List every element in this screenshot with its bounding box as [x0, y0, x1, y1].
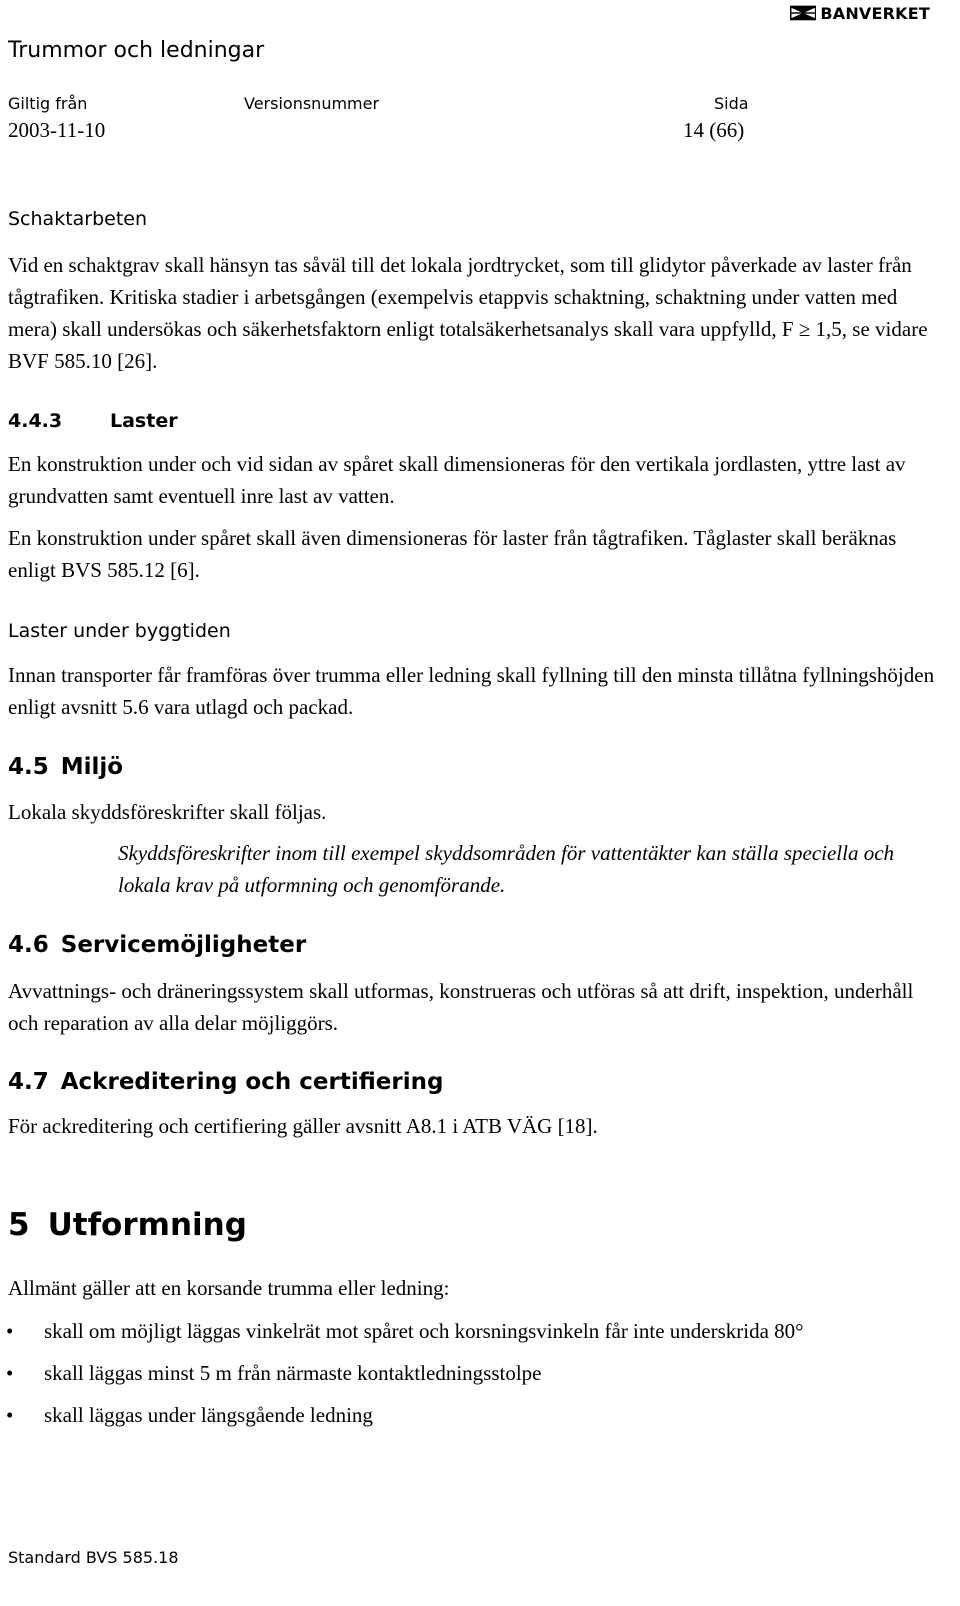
miljo-note: Skyddsföreskrifter inom till exempel skyddsområden för vattentäkter kan ställa speciella och lokala krav på utformning och genomförande. — [118, 841, 895, 897]
section-heading-4-5 — [8, 754, 123, 780]
byggtid-paragraph: Innan transporter får framföras över trumma eller ledning skall fyllning till den minsta tillåtna fyllningshöjden enligt avsnitt 5.6 vara utlagd och packad. — [8, 663, 935, 719]
section-number: 4.5 — [8, 754, 49, 780]
requirements-list — [8, 1316, 908, 1442]
section-heading-4-7 — [8, 1069, 443, 1095]
section-number: 4.4.3 — [8, 410, 63, 432]
logo-text: BANVERKET — [820, 3, 930, 23]
page-number: 14 (66) — [683, 118, 745, 142]
version-label: Versionsnummer — [244, 94, 380, 113]
section-title: Servicemöjligheter — [60, 932, 307, 958]
chapter-number: 5 — [8, 1207, 30, 1243]
section-number: 4.7 — [8, 1069, 49, 1095]
list-item: • skall läggas under längsgående ledning — [8, 1400, 908, 1431]
ackred-paragraph: För ackreditering och certifiering gäller avsnitt A8.1 i ATB VÄG [18]. — [8, 1114, 598, 1138]
schakt-paragraph: Vid en schaktgrav skall hänsyn tas såväl till det lokala jordtrycket, som till glidytor påverkade av laster från tågtrafiken. Kritiska stadier i arbetsgången (exempelvis etappvis schaktning, schaktning under vatten med mera) skall undersökas och säkerhetsfaktorn enligt totalsäkerhetsanalys skall vara uppfylld, F ≥ 1,5, se vidare BVF 585.10 [26]. — [8, 253, 928, 373]
section-title: Laster — [110, 410, 178, 432]
document-title: Trummor och ledningar — [8, 38, 265, 63]
section-number: 4.6 — [8, 932, 49, 958]
section-title: Miljö — [60, 754, 124, 780]
valid-from-label: Giltig från — [8, 94, 88, 113]
valid-from-value: 2003-11-10 — [8, 118, 106, 142]
chapter-title: Utformning — [47, 1207, 247, 1243]
miljo-paragraph: Lokala skyddsföreskrifter skall följas. — [8, 800, 327, 824]
laster-paragraph-1: En konstruktion under och vid sidan av spåret skall dimensioneras för den vertikala jordlasten, yttre last av grundvatten samt eventuell inre last av vatten. — [8, 452, 906, 508]
list-item: • skall om möjligt läggas vinkelrät mot spåret och korsningsvinkeln får inte underskrida 80° — [8, 1316, 908, 1347]
utformning-intro: Allmänt gäller att en korsande trumma eller ledning: — [8, 1276, 450, 1300]
section-heading-4-6 — [8, 932, 306, 958]
schakt-heading: Schaktarbeten — [8, 208, 148, 230]
banverket-logo-icon — [790, 3, 816, 23]
banverket-logo — [790, 2, 930, 24]
list-item: • skall läggas minst 5 m från närmaste kontaktledningsstolpe — [8, 1358, 908, 1389]
page-label: Sida — [714, 94, 749, 113]
section-heading-4-4-3 — [8, 410, 178, 432]
laster-paragraph-2: En konstruktion under spåret skall även dimensioneras för laster från tågtrafiken. Tåglaster skall beräknas enligt BVS 585.12 [6]. — [8, 526, 897, 582]
footer-text: Standard BVS 585.18 — [8, 1548, 179, 1567]
section-title: Ackreditering och certifiering — [60, 1069, 444, 1095]
chapter-heading-5 — [8, 1207, 247, 1243]
byggtid-heading: Laster under byggtiden — [8, 620, 231, 642]
service-paragraph: Avvattnings- och dräneringssystem skall utformas, konstrueras och utföras så att drift, inspektion, underhåll och reparation av alla delar möjliggörs. — [8, 979, 914, 1035]
